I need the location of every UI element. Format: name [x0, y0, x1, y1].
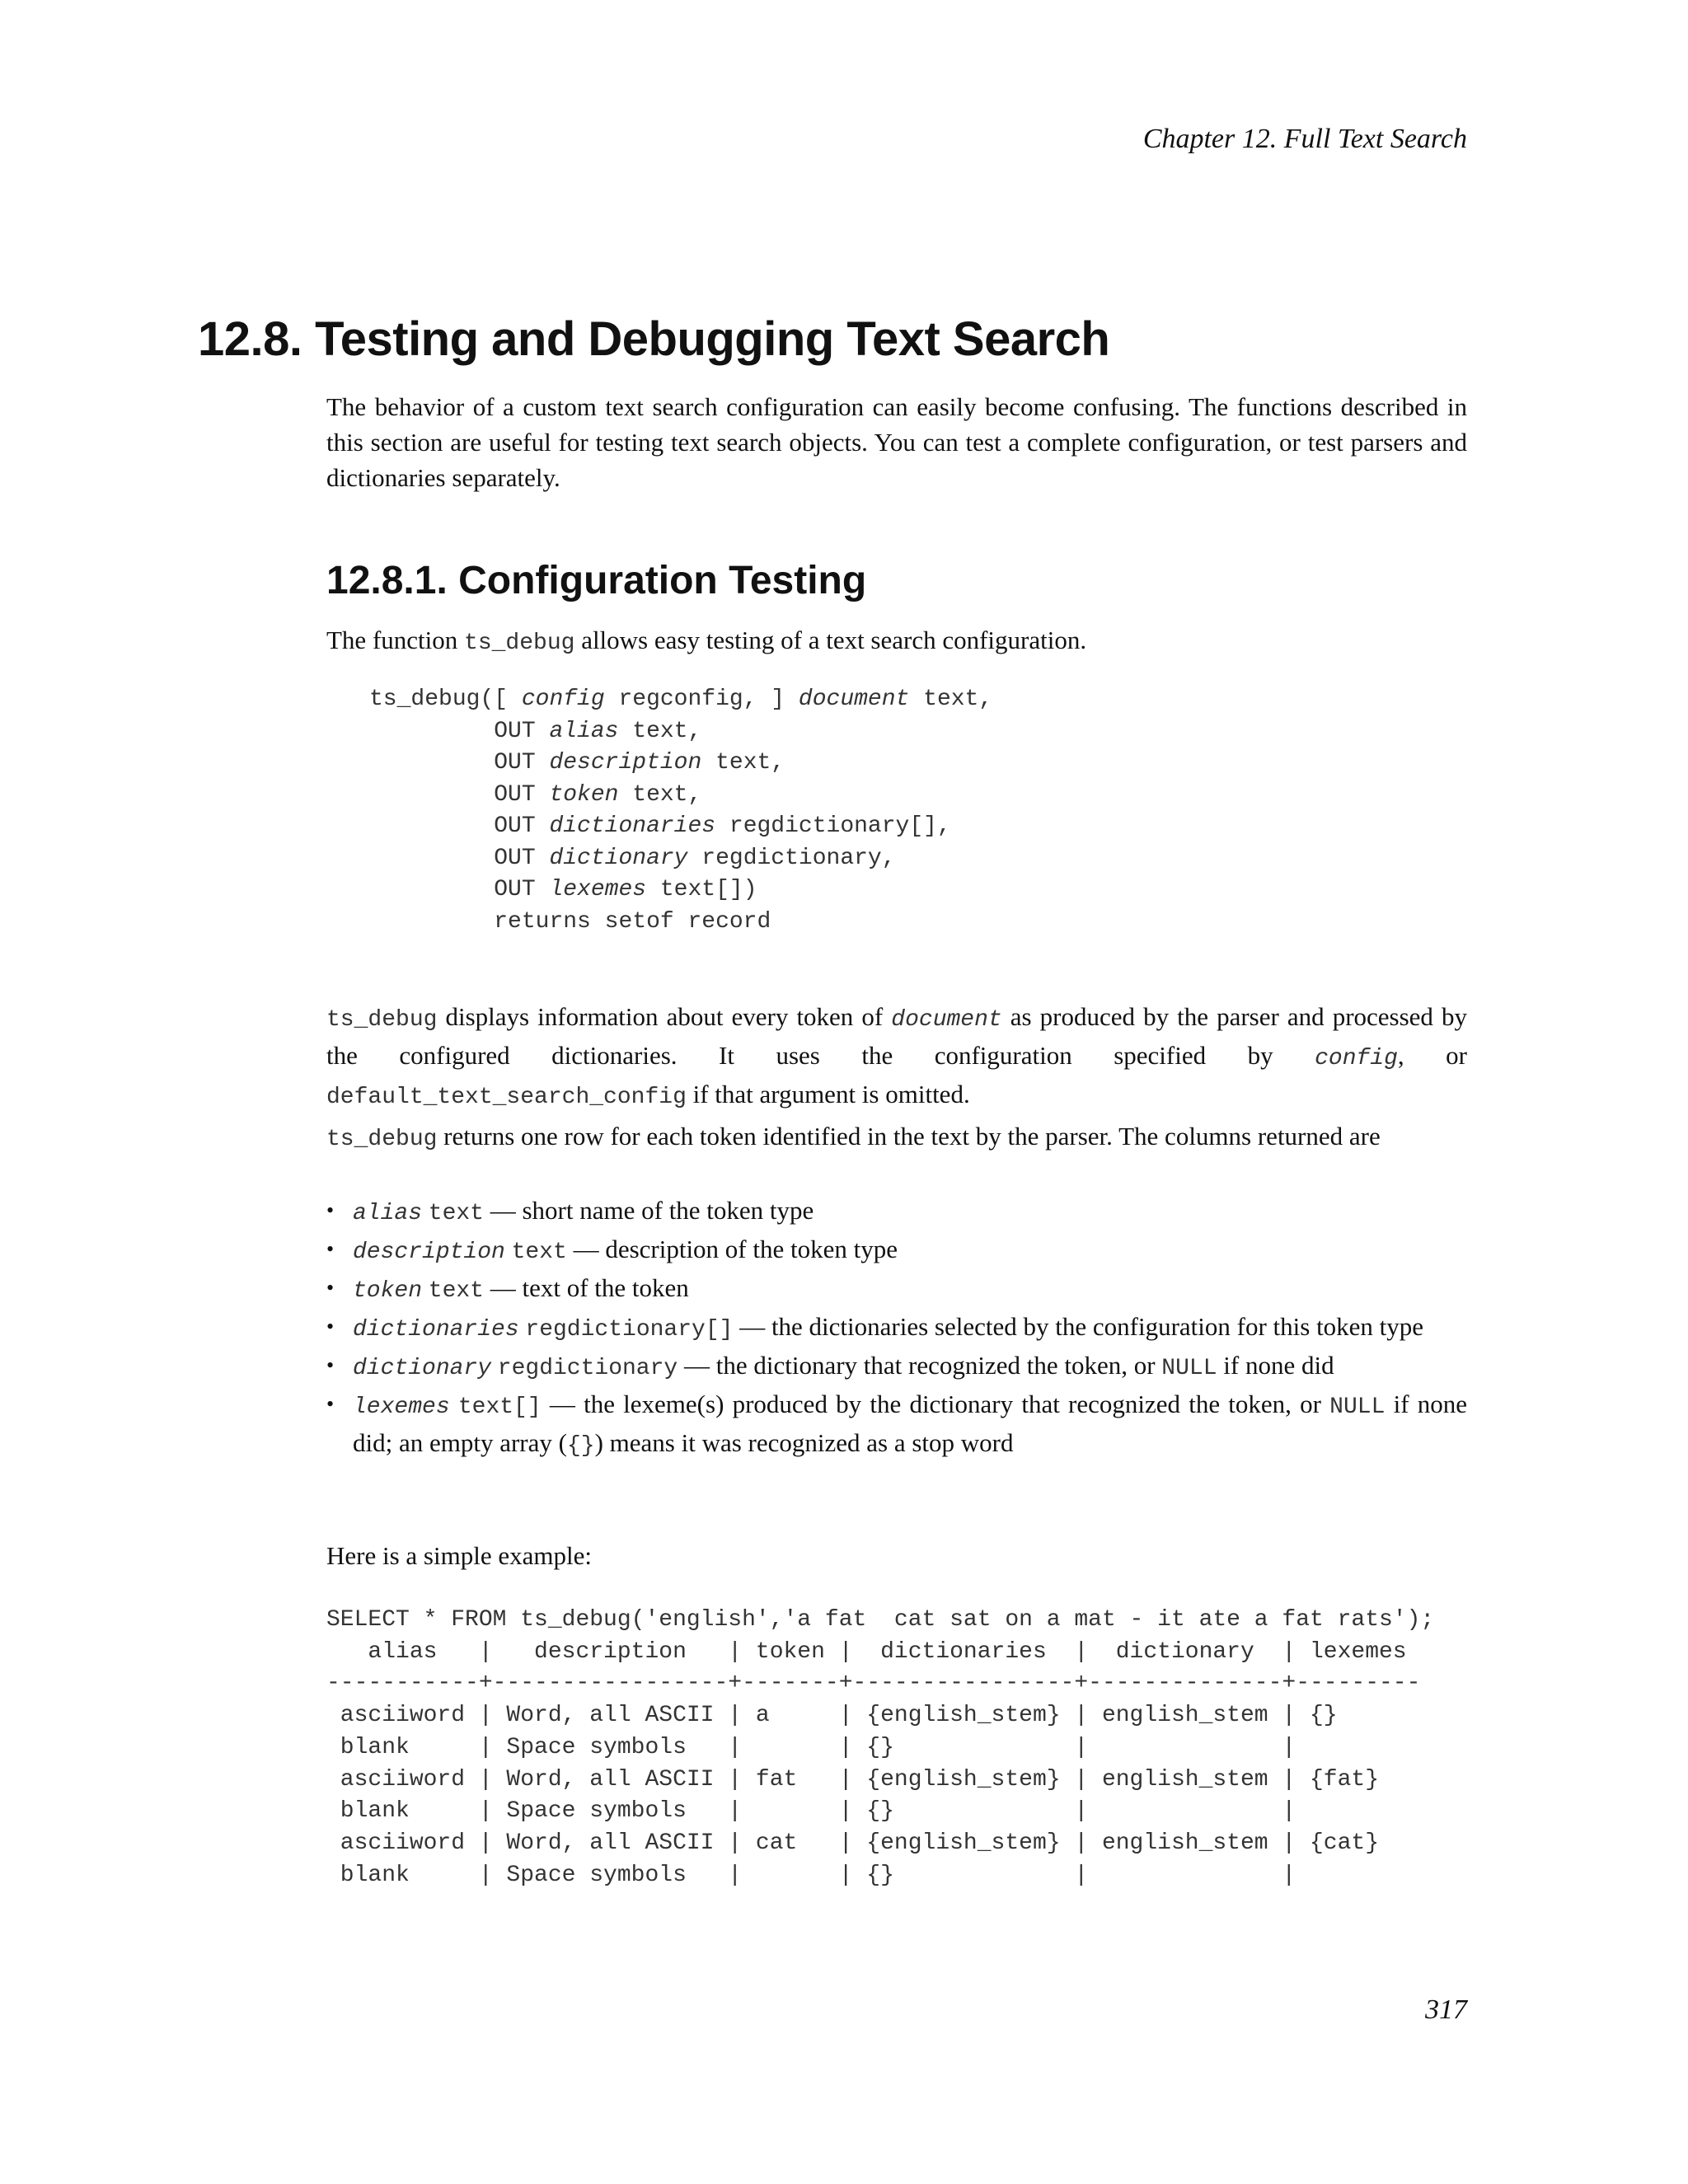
synopsis-type: regdictionary[], [715, 813, 951, 839]
column-type: text [428, 1278, 484, 1304]
table-row: blank | Space symbols | | {} | | [326, 1798, 1296, 1825]
function-name-code: ts_debug [326, 1127, 438, 1152]
running-header: Chapter 12. Full Text Search [1142, 124, 1467, 154]
column-description: — text of the token [483, 1273, 689, 1302]
returned-columns-list [326, 1193, 1467, 1464]
function-lead-paragraph [326, 622, 1467, 661]
synopsis-type: text[]) [646, 877, 757, 902]
synopsis-text: ts_debug([ [369, 687, 522, 712]
default-config-code: default_text_search_config [326, 1085, 687, 1110]
column-name: dictionaries [353, 1317, 519, 1343]
synopsis-param-lexemes: lexemes [549, 877, 647, 902]
column-type: regdictionary[] [525, 1317, 734, 1343]
synopsis-text: text, [909, 687, 993, 712]
column-name: description [353, 1240, 505, 1265]
synopsis-returns: returns setof record [494, 908, 771, 935]
synopsis-type: text, [618, 718, 702, 744]
synopsis-param-dictionary: dictionary [549, 845, 688, 871]
column-name: alias [353, 1201, 423, 1226]
empty-array-literal: {} [566, 1433, 595, 1459]
list-item [326, 1231, 1467, 1270]
column-description: if none did [1217, 1351, 1334, 1380]
column-type: regdictionary [497, 1356, 678, 1381]
column-description: — short name of the token type [483, 1196, 814, 1225]
table-row: asciiword | Word, all ASCII | fat | {english_stem} | english_stem | {fat} [326, 1766, 1380, 1793]
example-query: SELECT * FROM ts_debug('english','a fat cat sat on a mat - it ate a fat rats'); [326, 1607, 1435, 1633]
list-item [326, 1386, 1467, 1464]
synopsis-param-config: config [521, 687, 605, 712]
synopsis-param-description: description [549, 750, 702, 776]
returns-text: returns one row for each token identified in the text by the parser. The columns returned are [437, 1122, 1381, 1151]
description-text: as produced by the parser and processed by the configured dictionaries. It uses the configuration specified by [326, 1002, 1467, 1070]
synopsis-out-keyword: OUT [494, 750, 550, 776]
list-item [326, 1309, 1467, 1347]
list-item [326, 1270, 1467, 1309]
synopsis-param-document: document [798, 687, 910, 712]
column-description: — description of the token type [566, 1235, 898, 1263]
example-code-block [326, 1605, 1434, 1891]
function-name-code: ts_debug [326, 1007, 438, 1033]
synopsis-type: regdictionary, [687, 845, 896, 871]
column-type: text [511, 1240, 567, 1265]
column-type: text [428, 1201, 484, 1226]
table-row: asciiword | Word, all ASCII | a | {english_stem} | english_stem | {} [326, 1703, 1338, 1729]
column-name: dictionary [353, 1356, 492, 1381]
synopsis-param-token: token [549, 781, 619, 808]
synopsis-out-keyword: OUT [494, 718, 550, 744]
synopsis-out-keyword: OUT [494, 845, 550, 871]
list-item [326, 1193, 1467, 1231]
synopsis-type: text, [618, 781, 702, 808]
synopsis-out-keyword: OUT [494, 781, 550, 808]
null-keyword: NULL [1161, 1356, 1217, 1381]
example-table-separator: -----------+-----------------+-------+----------------+--------------+--------- [326, 1671, 1421, 1697]
description-text: , or [1397, 1041, 1467, 1070]
returns-paragraph [326, 1118, 1467, 1157]
subsection-title: 12.8.1. Configuration Testing [326, 559, 867, 602]
lead-text-after: allows easy testing of a text search configuration. [574, 626, 1087, 654]
page-number: 317 [1425, 1994, 1467, 2025]
table-row: blank | Space symbols | | {} | | [326, 1734, 1296, 1760]
list-item [326, 1347, 1467, 1386]
function-description-paragraph [326, 999, 1467, 1115]
column-description: ) means it was recognized as a stop word [594, 1428, 1014, 1457]
example-intro: Here is a simple example: [326, 1541, 592, 1570]
example-table-header: alias | description | token | dictionaries | dictionary | lexemes [326, 1638, 1407, 1665]
synopsis-param-dictionaries: dictionaries [549, 813, 716, 839]
param-document: document [891, 1007, 1002, 1033]
lead-text-before: The function [326, 626, 465, 654]
synopsis-type: text, [701, 750, 785, 776]
null-keyword: NULL [1329, 1394, 1386, 1420]
param-config: config [1315, 1046, 1398, 1071]
column-description: — the lexeme(s) produced by the dictionary that recognized the token, or [541, 1390, 1330, 1418]
table-row: blank | Space symbols | | {} | | [326, 1862, 1296, 1888]
column-type: text[] [457, 1394, 542, 1420]
function-synopsis [369, 684, 992, 938]
function-name-code: ts_debug [464, 630, 575, 656]
column-description: — the dictionary that recognized the token, or [678, 1351, 1162, 1380]
synopsis-out-keyword: OUT [494, 877, 550, 902]
column-description: if none did; an empty array ( [353, 1390, 1468, 1457]
description-text: if that argument is omitted. [686, 1080, 970, 1108]
table-row: asciiword | Word, all ASCII | cat | {english_stem} | english_stem | {cat} [326, 1830, 1380, 1856]
synopsis-out-keyword: OUT [494, 813, 550, 839]
synopsis-text: regconfig, ] [604, 687, 799, 712]
section-title: 12.8. Testing and Debugging Text Search [198, 312, 1110, 366]
column-name: token [353, 1278, 423, 1304]
column-description: — the dictionaries selected by the configuration for this token type [733, 1312, 1424, 1341]
synopsis-param-alias: alias [549, 718, 619, 744]
section-intro-paragraph: The behavior of a custom text search configuration can easily become confusing. The functions described in this section are useful for testing text search objects. You can test a complete configuration, or test parsers and dictionaries separately. [326, 392, 1467, 492]
column-name: lexemes [353, 1394, 450, 1420]
description-text: displays information about every token of [437, 1002, 892, 1031]
